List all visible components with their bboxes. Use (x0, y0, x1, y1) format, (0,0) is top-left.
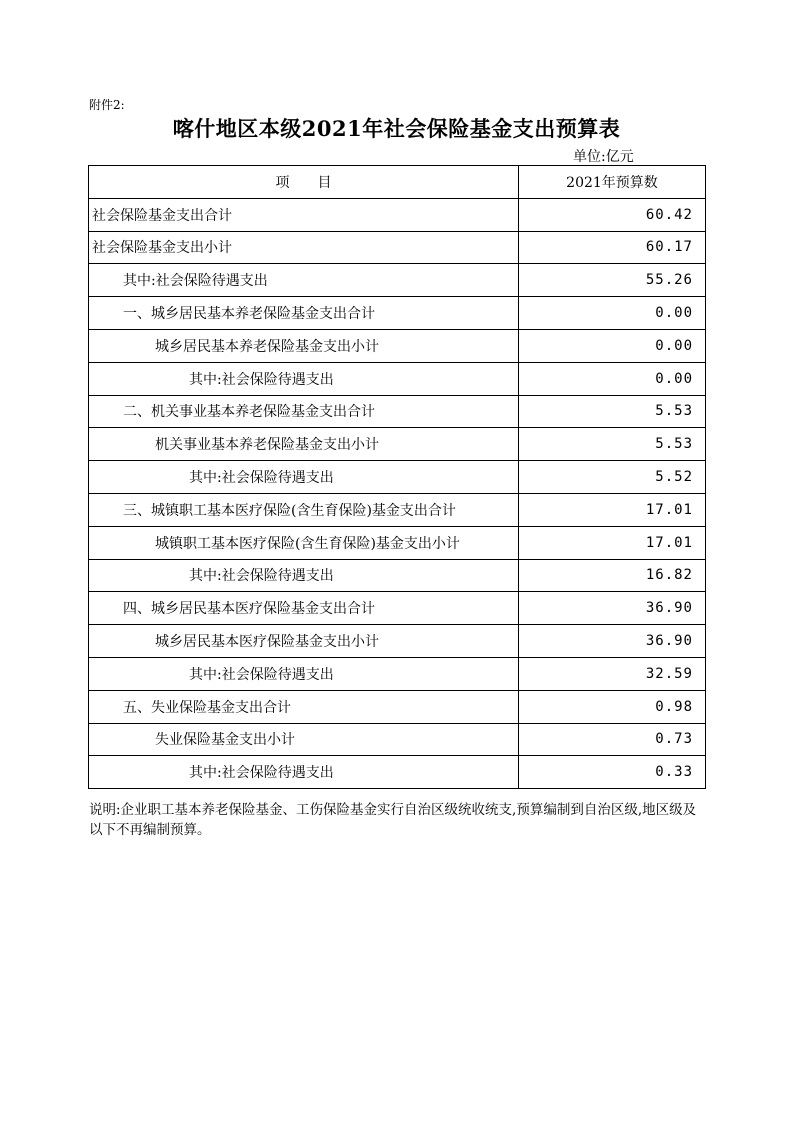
row-label: 其中:社会保险待遇支出 (89, 362, 519, 395)
header-budget: 2021年预算数 (519, 166, 706, 199)
row-value: 5.53 (519, 395, 706, 428)
table-row (89, 264, 706, 297)
attachment-label: 附件2: (89, 98, 125, 112)
table-row (89, 723, 706, 756)
row-label: 其中:社会保险待遇支出 (89, 756, 519, 789)
row-value: 5.53 (519, 428, 706, 461)
row-label: 其中:社会保险待遇支出 (89, 264, 519, 297)
row-value: 0.00 (519, 329, 706, 362)
row-value: 60.17 (519, 231, 706, 264)
row-label: 三、城镇职工基本医疗保险(含生育保险)基金支出合计 (89, 493, 519, 526)
row-label: 城乡居民基本养老保险基金支出小计 (89, 329, 519, 362)
row-value: 5.52 (519, 461, 706, 494)
table-body (89, 198, 706, 788)
row-label: 城乡居民基本医疗保险基金支出小计 (89, 625, 519, 658)
row-value: 60.42 (519, 198, 706, 231)
page-title: 喀什地区本级2021年社会保险基金支出预算表 (172, 116, 621, 141)
row-label: 其中:社会保险待遇支出 (89, 657, 519, 690)
row-label: 社会保险基金支出小计 (89, 231, 519, 264)
row-value: 36.90 (519, 625, 706, 658)
row-label: 其中:社会保险待遇支出 (89, 461, 519, 494)
row-label: 机关事业基本养老保险基金支出小计 (89, 428, 519, 461)
table-row (89, 690, 706, 723)
unit-label: 单位:亿元 (573, 149, 634, 165)
table-row (89, 329, 706, 362)
table-row (89, 362, 706, 395)
table-row (89, 198, 706, 231)
row-value: 0.73 (519, 723, 706, 756)
row-label: 城镇职工基本医疗保险(含生育保险)基金支出小计 (89, 526, 519, 559)
table-row (89, 461, 706, 494)
row-value: 0.98 (519, 690, 706, 723)
row-value: 0.33 (519, 756, 706, 789)
table-row (89, 395, 706, 428)
row-value: 16.82 (519, 559, 706, 592)
row-value: 0.00 (519, 362, 706, 395)
table-row (89, 559, 706, 592)
row-label: 四、城乡居民基本医疗保险基金支出合计 (89, 592, 519, 625)
table-row (89, 297, 706, 330)
table-header-row (89, 166, 706, 199)
table-row (89, 756, 706, 789)
row-value: 32.59 (519, 657, 706, 690)
row-label: 社会保险基金支出合计 (89, 198, 519, 231)
row-label: 二、机关事业基本养老保险基金支出合计 (89, 395, 519, 428)
row-label: 其中:社会保险待遇支出 (89, 559, 519, 592)
row-value: 17.01 (519, 526, 706, 559)
table-row (89, 493, 706, 526)
footnote: 说明:企业职工基本养老保险基金、工伤保险基金实行自治区级统收统支,预算编制到自治区级,地区级及以下不再编制预算。 (89, 802, 697, 838)
header-item: 项 目 (89, 166, 519, 199)
row-value: 0.00 (519, 297, 706, 330)
table-row (89, 231, 706, 264)
table-row (89, 657, 706, 690)
row-value: 17.01 (519, 493, 706, 526)
row-label: 一、城乡居民基本养老保险基金支出合计 (89, 297, 519, 330)
table-row (89, 428, 706, 461)
row-label: 失业保险基金支出小计 (89, 723, 519, 756)
table-row (89, 592, 706, 625)
row-value: 55.26 (519, 264, 706, 297)
table-row (89, 526, 706, 559)
row-label: 五、失业保险基金支出合计 (89, 690, 519, 723)
row-value: 36.90 (519, 592, 706, 625)
budget-table (88, 165, 706, 789)
table-row (89, 625, 706, 658)
